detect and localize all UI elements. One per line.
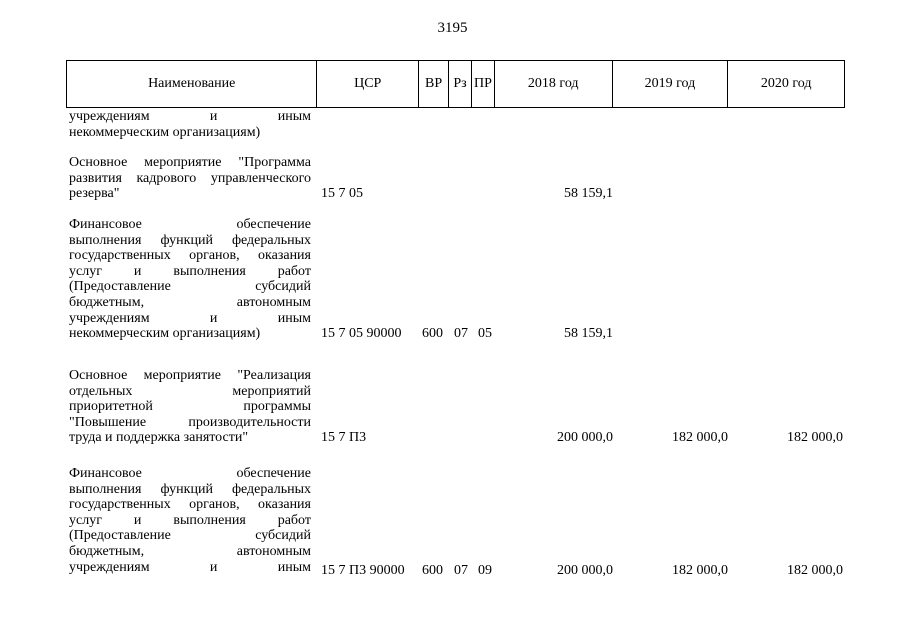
row-rz: 07 (454, 563, 468, 578)
header-2018: 2018 год (495, 61, 613, 107)
row-name-line: Финансовое обеспечение (69, 217, 311, 232)
row-name-line: бюджетным, автономным (69, 294, 311, 310)
row-2019: 182 000,0 (672, 430, 728, 446)
header-name: Наименование (67, 61, 317, 107)
header-pr: ПР (472, 61, 495, 107)
row-vr: 600 (422, 326, 443, 342)
page-number: 3195 (437, 20, 468, 36)
row-2020: 182 000,0 (787, 430, 843, 446)
row-csr: 15 7 05 (321, 186, 363, 202)
row-2018: 200 000,0 (557, 563, 613, 578)
row-vr: 600 (422, 563, 443, 578)
row-name (69, 155, 311, 202)
row-name (69, 466, 311, 575)
row-name-line: услуг и выполнения работ (69, 512, 311, 528)
row-name-line: "Повышение производительности (69, 414, 311, 430)
row-2018: 58 159,1 (564, 326, 613, 342)
row-pr: 09 (478, 563, 492, 578)
row-name-line: Финансовое обеспечение (69, 466, 311, 481)
row-name (69, 217, 311, 342)
row-name-line: некоммерческим организациям) (69, 124, 261, 140)
header-2020: 2020 год (760, 76, 812, 91)
row-name-line: (Предоставление субсидий (69, 528, 311, 544)
row-name-line: Основное мероприятие "Реализация (69, 368, 311, 383)
row-name-line: развития кадрового управленческого (69, 170, 311, 186)
row-name-line: некоммерческим организациям) (69, 326, 261, 342)
row-pr: 05 (478, 326, 492, 342)
row-name (69, 368, 311, 446)
row-2018: 200 000,0 (557, 430, 613, 446)
row-rz: 07 (454, 326, 468, 342)
row-name-line: учреждениям и иным (69, 109, 311, 124)
row-name-line: приоритетной программы (69, 399, 311, 415)
row-name-line: услуг и выполнения работ (69, 263, 311, 279)
row-2020: 182 000,0 (787, 563, 843, 578)
row-2019: 182 000,0 (672, 563, 728, 578)
row-csr: 15 7 05 90000 (321, 326, 402, 342)
row-name-line: труда и поддержка занятости" (69, 430, 249, 446)
table-header (66, 60, 845, 108)
row-name-line: государственных органов, оказания (69, 497, 311, 513)
row-2018: 58 159,1 (564, 186, 613, 202)
header-csr: ЦСР (317, 61, 419, 107)
header-vr: ВР (419, 61, 449, 107)
row-csr: 15 7 П3 90000 (321, 563, 405, 578)
row-name-line: резерва" (69, 186, 120, 202)
row-name-line: учреждениям и иным (69, 310, 311, 326)
row-name-line: (Предоставление субсидий (69, 279, 311, 295)
row-name-line: отдельных мероприятий (69, 383, 311, 399)
row-name-line: бюджетным, автономным (69, 543, 311, 559)
header-rz: Рз (449, 61, 472, 107)
row-name-line: Основное мероприятие "Программа (69, 155, 311, 170)
row-name-line: выполнения функций федеральных (69, 232, 311, 248)
row-name-line: выполнения функций федеральных (69, 481, 311, 497)
header-2019: 2019 год (613, 61, 729, 107)
row-name-line: учреждениям и иным (69, 559, 311, 575)
row-name (69, 109, 311, 140)
row-csr: 15 7 П3 (321, 430, 367, 446)
row-name-line: государственных органов, оказания (69, 248, 311, 264)
